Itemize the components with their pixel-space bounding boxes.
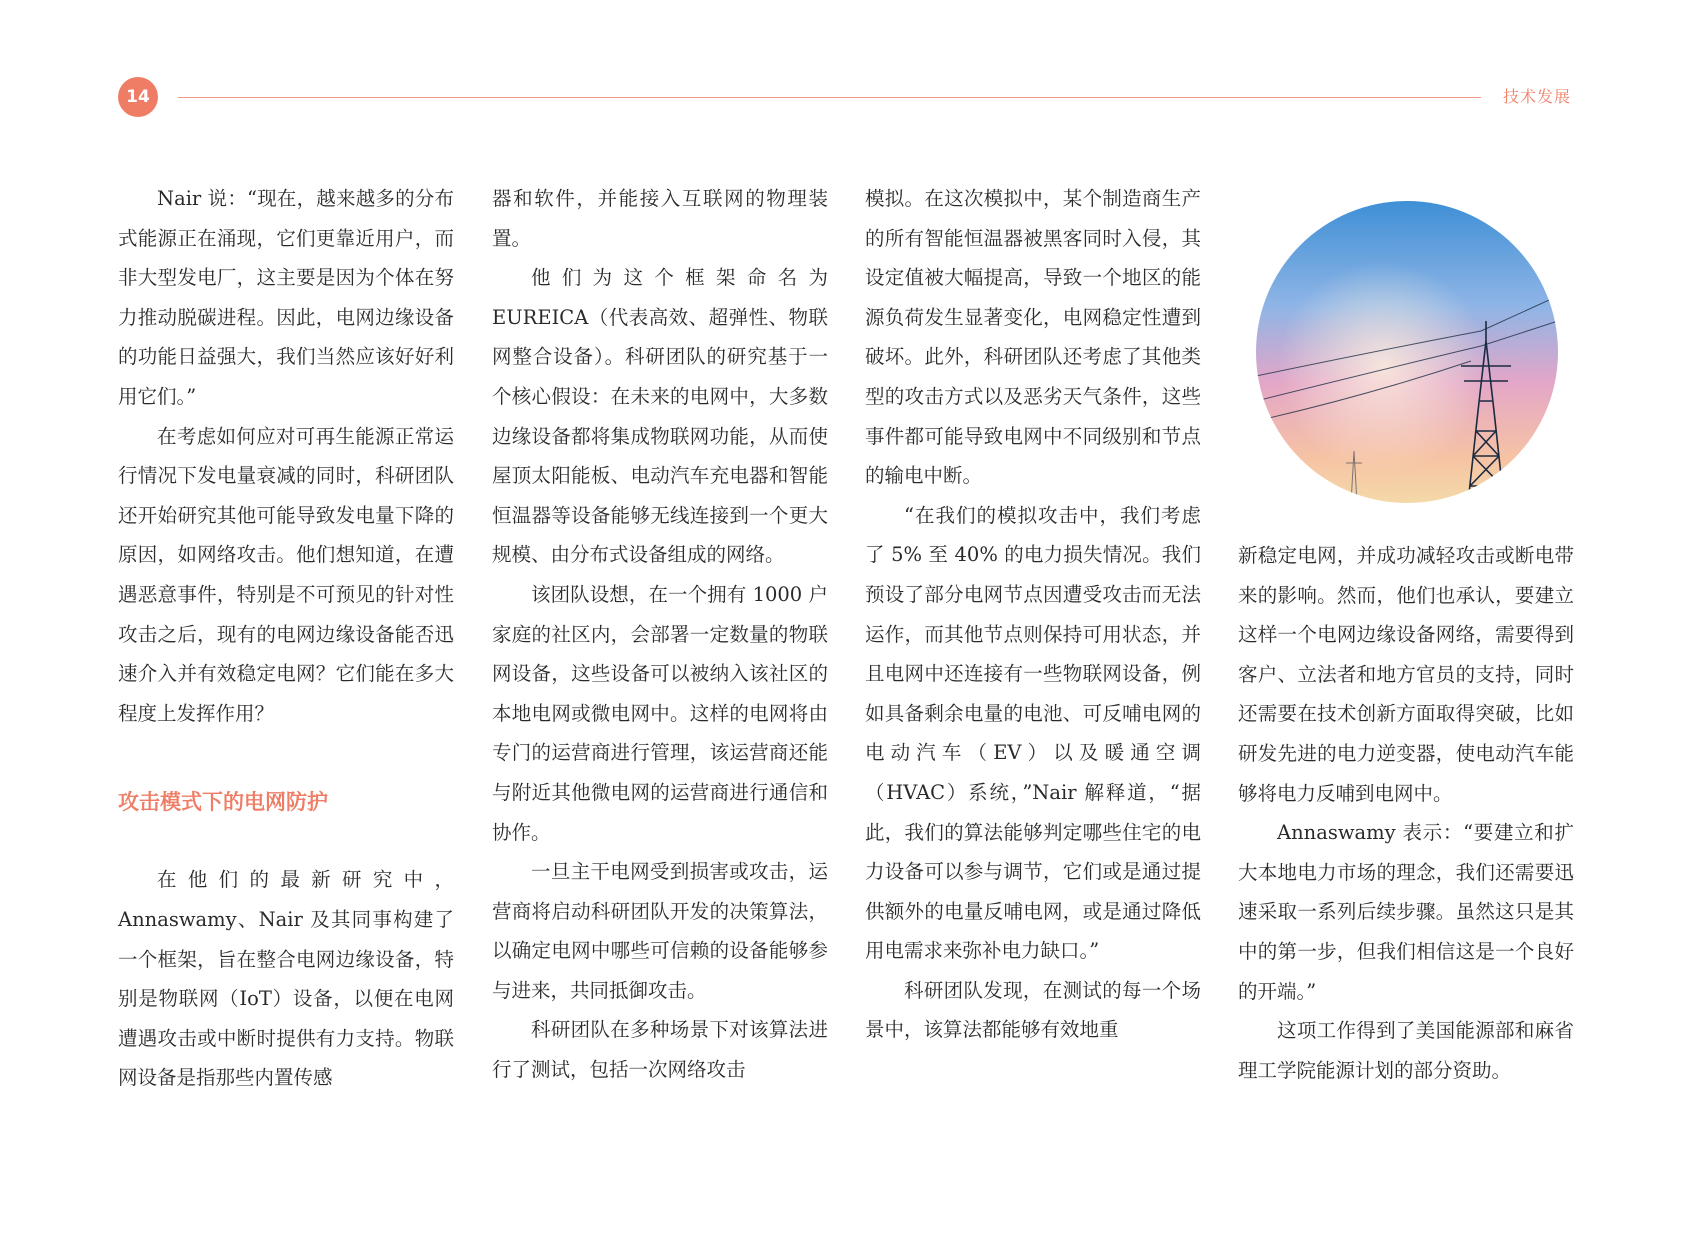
paragraph: 他们为这个框架命名为 EUREICA（代表高效、超弹性、物联网整合设备）。科研团队的研究基于一个核心假设：在未来的电网中，大多数边缘设备都将集成物联网功能，从而使屋顶太阳能板、电动汽车充电器和智能恒温器等设备能够无线连接到一个更大规模、由分布式设备组成的网络。 [492, 266, 828, 567]
paragraph: 一旦主干电网受到损害或攻击，运营商将启动科研团队开发的决策算法，以确定电网中哪些可信赖的设备能够参与进来，共同抵御攻击。 [492, 860, 828, 1002]
column-2 [492, 179, 828, 1090]
paragraph: 科研团队在多种场景下对该算法进行了测试，包括一次网络攻击 [492, 1018, 828, 1082]
paragraph: Nair 说：“现在，越来越多的分布式能源正在涌现，它们更靠近用户，而非大型发电厂，这主要是因为个体在努力推动脱碳进程。因此，电网边缘设备的功能日益强大，我们当然应该好好利用它们。” [118, 187, 454, 408]
paragraph: Annaswamy 表示：“要建立和扩大本地电力市场的理念，我们还需要迅速采取一系列后续步骤。虽然这只是其中的第一步，但我们相信这是一个良好的开端。” [1238, 821, 1574, 1003]
page-number: 14 [118, 77, 158, 117]
paragraph: 模拟。在这次模拟中，某个制造商生产的所有智能恒温器被黑客同时入侵，其设定值被大幅提高，导致一个地区的能源负荷发生显著变化，电网稳定性遭到破坏。此外，科研团队还考虑了其他类型的攻击方式以及恶劣天气条件，这些事件都可能导致电网中不同级别和节点的输电中断。 [865, 187, 1201, 488]
paragraph: 这项工作得到了美国能源部和麻省理工学院能源计划的部分资助。 [1238, 1019, 1574, 1082]
power-tower-photo [1256, 201, 1558, 503]
paragraph: 器和软件，并能接入互联网的物理装置。 [492, 187, 828, 250]
column-1 [118, 179, 454, 1098]
paragraph: 科研团队发现，在测试的每一个场景中，该算法都能够有效地重 [865, 978, 1201, 1042]
column-4 [1238, 536, 1574, 1090]
section-subheading: 攻击模式下的电网防护 [118, 790, 328, 815]
paragraph: 在他们的最新研究中，Annaswamy、Nair 及其同事构建了一个框架，旨在整合电网边缘设备，特别是物联网（IoT）设备，以便在电网遭遇攻击或中断时提供有力支持。物联网设备是指那些内置传感 [118, 868, 454, 1090]
paragraph: 该团队设想，在一个拥有 1000 户家庭的社区内，会部署一定数量的物联网设备，这些设备可以被纳入该社区的本地电网或微电网中。这样的电网将由专门的运营商进行管理，该运营商还能与附近其他微电网的运营商进行通信和协作。 [492, 582, 828, 844]
section-label: 技术发展 [1502, 87, 1571, 106]
paragraph: 新稳定电网，并成功减轻攻击或断电带来的影响。然而，他们也承认，要建立这样一个电网边缘设备网络，需要得到客户、立法者和地方官员的支持，同时还需要在技术创新方面取得突破，比如研发先进的电力逆变器，使电动汽车能够将电力反哺到电网中。 [1238, 544, 1574, 805]
column-3 [865, 179, 1201, 1050]
paragraph: “在我们的模拟攻击中，我们考虑了 5% 至 40% 的电力损失情况。我们预设了部分电网节点因遭受攻击而无法运作，而其他节点则保持可用状态，并且电网中还连接有一些物联网设备，例如具备剩余电量的电池、可反哺电网的电动汽车（EV）以及暖通空调（HVAC）系统，”Nair 解释道，“据此，我们的算法能够判定哪些住宅的电力设备可以参与调节，它们或是通过提供额外的电量反哺电网，或是通过降低用电需求来弥补电力缺口。” [865, 503, 1201, 963]
paragraph: 在考虑如何应对可再生能源正常运行情况下发电量衰减的同时，科研团队还开始研究其他可能导致发电量下降的原因，如网络攻击。他们想知道，在遭遇恶意事件，特别是不可预见的针对性攻击之后，现有的电网边缘设备能否迅速介入并有效稳定电网？它们能在多大程度上发挥作用？ [118, 424, 454, 725]
header-divider [178, 97, 1481, 98]
